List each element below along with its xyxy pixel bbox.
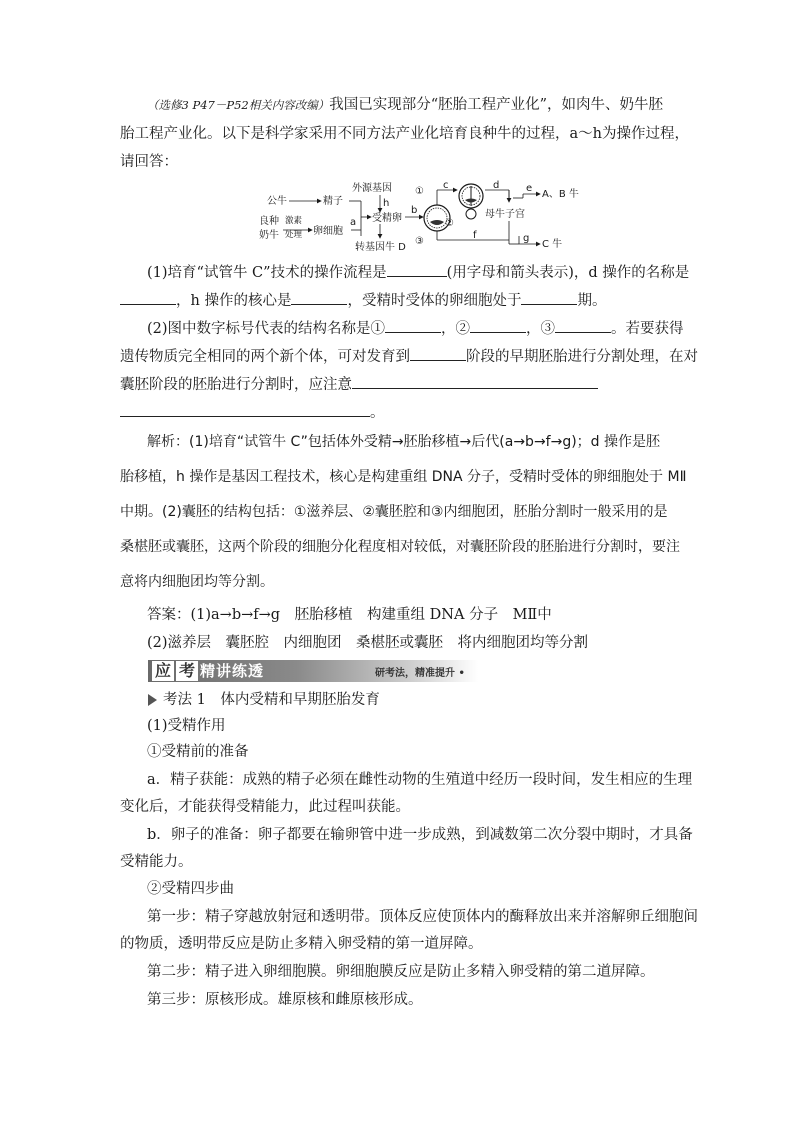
- blank-note-2: [120, 402, 370, 417]
- answer-line-2: (2)滋养层 囊胚腔 内细胞团 桑椹胚或囊胚 将内细胞团均等分割: [147, 635, 589, 651]
- num-2: ②: [445, 218, 454, 229]
- blank-phase: [521, 290, 577, 305]
- method-s3: ②受精四步曲: [147, 881, 234, 897]
- method-a1: a．精子获能：成熟的精子必须在雌性动物的生殖道中经历一段时间，发生相应的生理: [147, 772, 693, 788]
- transgenic-label: 转基因牛 D: [355, 242, 406, 252]
- banner-title: 精讲练透: [200, 662, 265, 680]
- part2-line-3: 囊胚阶段的胚胎进行分割时，应注意: [120, 374, 598, 395]
- blastocyst-3-icon: [466, 209, 476, 219]
- num-3: ③: [415, 236, 424, 247]
- method-step3: 第三步：原核形成。雄原核和雌原核形成。: [147, 992, 423, 1008]
- method-step2: 第二步：精子进入卵细胞膜。卵细胞膜反应是防止多精入卵受精的第二道屏障。: [147, 964, 655, 980]
- blank-struct-3: [555, 318, 611, 333]
- hormone-label-1: 激素: [285, 216, 303, 226]
- ab-cattle-label: A、B 牛: [542, 189, 579, 200]
- analysis-line-3: 中期。(2)囊胚的结构包括：①滋养层、②囊胚腔和③内细胞团，胚胎分割时一般采用的是: [120, 504, 668, 520]
- blank-flow: [387, 262, 447, 277]
- banner-tag: 研考法，精准提升 •: [375, 668, 465, 679]
- blank-note-1: [352, 374, 598, 389]
- blank-stage: [410, 346, 466, 361]
- egg-label: 卵细胞: [313, 226, 343, 237]
- method-step1a: 第一步：精子穿越放射冠和透明带。顶体反应使顶体内的酶释放出来并溶解卵丘细胞间: [147, 909, 698, 925]
- part2-line-2: 遗传物质完全相同的两个新个体，可对发育到 阶段的早期胚胎进行分割处理，在对: [120, 346, 698, 367]
- label-d: d: [493, 180, 500, 191]
- method-b2: 受精能力。: [120, 854, 193, 870]
- play-triangle-icon: [148, 694, 157, 706]
- part2-line-1: (2)图中数字标号代表的结构名称是① ，② ，③ 。若要获得: [147, 318, 684, 339]
- method-a2: 变化后，才能获得受精能力，此过程叫获能。: [120, 799, 410, 815]
- part2-line-4: 。: [120, 402, 385, 423]
- method-heading: 考法 1 体内受精和早期胚胎发育: [148, 690, 380, 710]
- part1-line-1: (1)培育“试管牛 C”技术的操作流程是 (用字母和箭头表示)，d 操作的名称是: [147, 262, 689, 283]
- blank-h-core: [291, 290, 347, 305]
- label-h: h: [383, 198, 390, 209]
- label-f: f: [473, 230, 477, 241]
- part1-line-2: ，h 操作的核心是 ，受精时受体的卵细胞处于 期。: [120, 290, 606, 311]
- answer-line-1: 答案：(1)a→b→f→g 胚胎移植 构建重组 DNA 分子 MⅡ中: [147, 607, 552, 623]
- question-source: （选修3 P47－P52相关内容改编）: [147, 98, 330, 112]
- label-e: e: [526, 183, 533, 194]
- superior-cow-label-2: 奶牛: [259, 230, 279, 241]
- method-s2: ①受精前的准备: [147, 744, 249, 760]
- breeding-process-diagram: [255, 180, 595, 252]
- question-intro-line-2: 胎工程产业化。以下是科学家采用不同方法产业化培育良种牛的过程，a～h为操作过程，: [120, 126, 689, 142]
- analysis-line-1: 解析：(1)培育“试管牛 C”包括体外受精→胚胎移植→后代(a→b→f→g)；d 操作是胚: [147, 434, 661, 450]
- superior-cow-label-1: 良种: [259, 216, 279, 227]
- method-b1: b．卵子的准备：卵子都要在输卵管中进一步成熟，到减数第二次分裂中期时，才具备: [147, 827, 693, 843]
- analysis-line-5: 意将内细胞团均等分割。: [120, 574, 274, 590]
- recipient-label: 母牛子宫: [485, 209, 525, 220]
- method-s1: (1)受精作用: [147, 718, 226, 734]
- banner-char-2: 考: [176, 661, 198, 681]
- sperm-label: 精子: [323, 196, 343, 207]
- label-a: a: [350, 217, 357, 228]
- c-cattle-label: C 牛: [542, 239, 563, 250]
- hormone-label-2: 处理: [285, 230, 303, 240]
- method-step1b: 的物质，透明带反应是防止多精入卵受精的第一道屏障。: [120, 936, 483, 952]
- analysis-line-2: 胎移植，h 操作是基因工程技术，核心是构建重组 DNA 分子，受精时受体的卵细胞处于 MⅡ: [120, 469, 687, 485]
- blank-struct-2: [470, 318, 526, 333]
- label-b: b: [411, 205, 418, 216]
- question-intro-line-3: 请回答：: [120, 154, 178, 170]
- banner-char-1: 应: [152, 661, 174, 681]
- blastocyst-2-icon: [459, 184, 483, 208]
- foreign-gene-label: 外源基因: [352, 183, 392, 194]
- num-1: ①: [415, 186, 424, 197]
- blank-struct-1: [385, 318, 441, 333]
- blank-d-name: [120, 290, 176, 305]
- question-intro-line-1: （选修3 P47－P52相关内容改编）我国已实现部分“胚胎工程产业化”，如肉牛、奶牛胚: [147, 97, 664, 113]
- zygote-label: 受精卵: [372, 213, 402, 224]
- label-c: c: [443, 180, 449, 191]
- bull-label: 公牛: [267, 196, 287, 207]
- analysis-line-4: 桑椹胚或囊胚，这两个阶段的细胞分化程度相对较低，对囊胚阶段的胚胎进行分割时，要注: [120, 539, 680, 555]
- label-g: g: [523, 233, 530, 244]
